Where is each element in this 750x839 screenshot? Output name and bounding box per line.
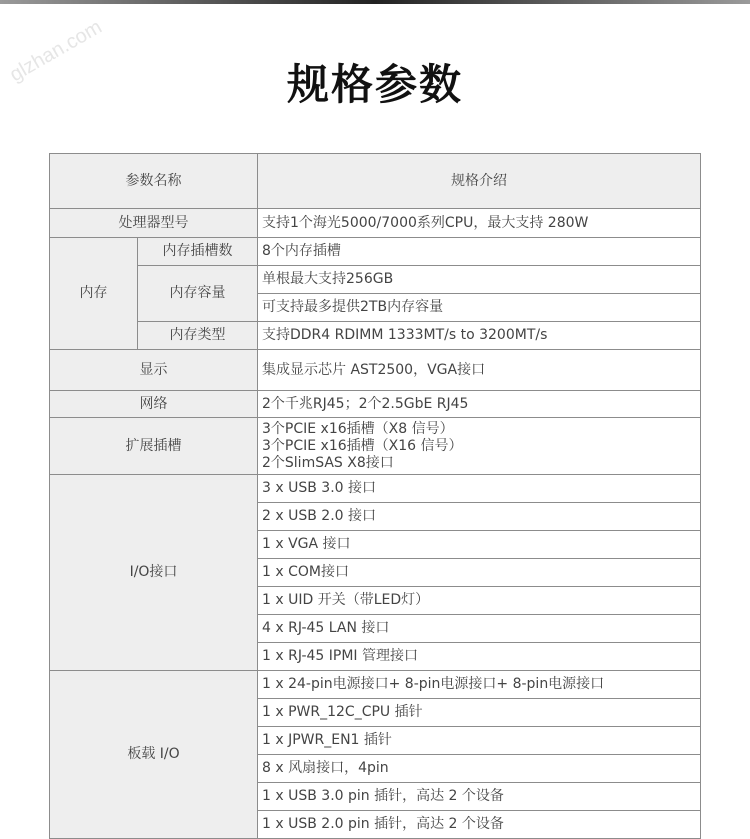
row-value-onboard: 1 x USB 3.0 pin 插针，高达 2 个设备 [258, 783, 701, 811]
table-row [50, 238, 701, 266]
row-value-memory-type: 支持DDR4 RDIMM 1333MT/s to 3200MT/s [258, 322, 701, 350]
page-title: 规格参数 [286, 60, 463, 109]
row-label-io: I/O接口 [50, 475, 258, 671]
row-label-network: 网络 [50, 391, 258, 418]
row-value-memory-slots: 8个内存插槽 [258, 238, 701, 266]
row-sublabel-memory-type: 内存类型 [138, 322, 258, 350]
table-row [50, 671, 701, 699]
table-row [50, 391, 701, 418]
spec-table [49, 153, 701, 839]
row-value-network: 2个千兆RJ45；2个2.5GbE RJ45 [258, 391, 701, 418]
table-row [50, 475, 701, 503]
row-value-io: 1 x RJ-45 IPMI 管理接口 [258, 643, 701, 671]
expansion-line: 3个PCIE x16插槽（X8 信号） [262, 420, 454, 437]
row-label-processor: 处理器型号 [50, 209, 258, 238]
row-value-onboard: 1 x JPWR_EN1 插针 [258, 727, 701, 755]
row-value-memory-capacity: 可支持最多提供2TB内存容量 [258, 294, 701, 322]
row-value-io: 1 x UID 开关（带LED灯） [258, 587, 701, 615]
row-value-onboard: 1 x USB 2.0 pin 插针，高达 2 个设备 [258, 811, 701, 839]
expansion-line: 3个PCIE x16插槽（X16 信号） [262, 437, 463, 454]
row-value-io: 2 x USB 2.0 接口 [258, 503, 701, 531]
table-row [50, 266, 701, 294]
row-sublabel-memory-slots: 内存插槽数 [138, 238, 258, 266]
row-sublabel-memory-capacity: 内存容量 [138, 266, 258, 322]
table-row [50, 418, 701, 475]
row-value-memory-capacity: 单根最大支持256GB [258, 266, 701, 294]
row-value-io: 1 x VGA 接口 [258, 531, 701, 559]
row-label-memory: 内存 [50, 238, 138, 350]
header-spec-intro: 规格介绍 [258, 154, 701, 209]
row-value-io: 4 x RJ-45 LAN 接口 [258, 615, 701, 643]
table-row [50, 209, 701, 238]
row-value-io: 1 x COM接口 [258, 559, 701, 587]
expansion-line: 2个SlimSAS X8接口 [262, 454, 394, 471]
table-row [50, 322, 701, 350]
watermark: glzhan.com [6, 15, 106, 87]
row-value-io: 3 x USB 3.0 接口 [258, 475, 701, 503]
row-label-onboard: 板载 I/O [50, 671, 258, 839]
table-row [50, 350, 701, 391]
row-value-onboard: 8 x 风扇接口，4pin [258, 755, 701, 783]
row-label-expansion: 扩展插槽 [50, 418, 258, 475]
row-value-onboard: 1 x 24-pin电源接口+ 8-pin电源接口+ 8-pin电源接口 [258, 671, 701, 699]
top-border [0, 0, 750, 4]
row-value-onboard: 1 x PWR_12C_CPU 插针 [258, 699, 701, 727]
row-value-display: 集成显示芯片 AST2500，VGA接口 [258, 350, 701, 391]
table-header [50, 154, 701, 209]
row-label-display: 显示 [50, 350, 258, 391]
row-value-expansion [258, 418, 701, 475]
header-param-name: 参数名称 [50, 154, 258, 209]
row-value-processor: 支持1个海光5000/7000系列CPU，最大支持 280W [258, 209, 701, 238]
